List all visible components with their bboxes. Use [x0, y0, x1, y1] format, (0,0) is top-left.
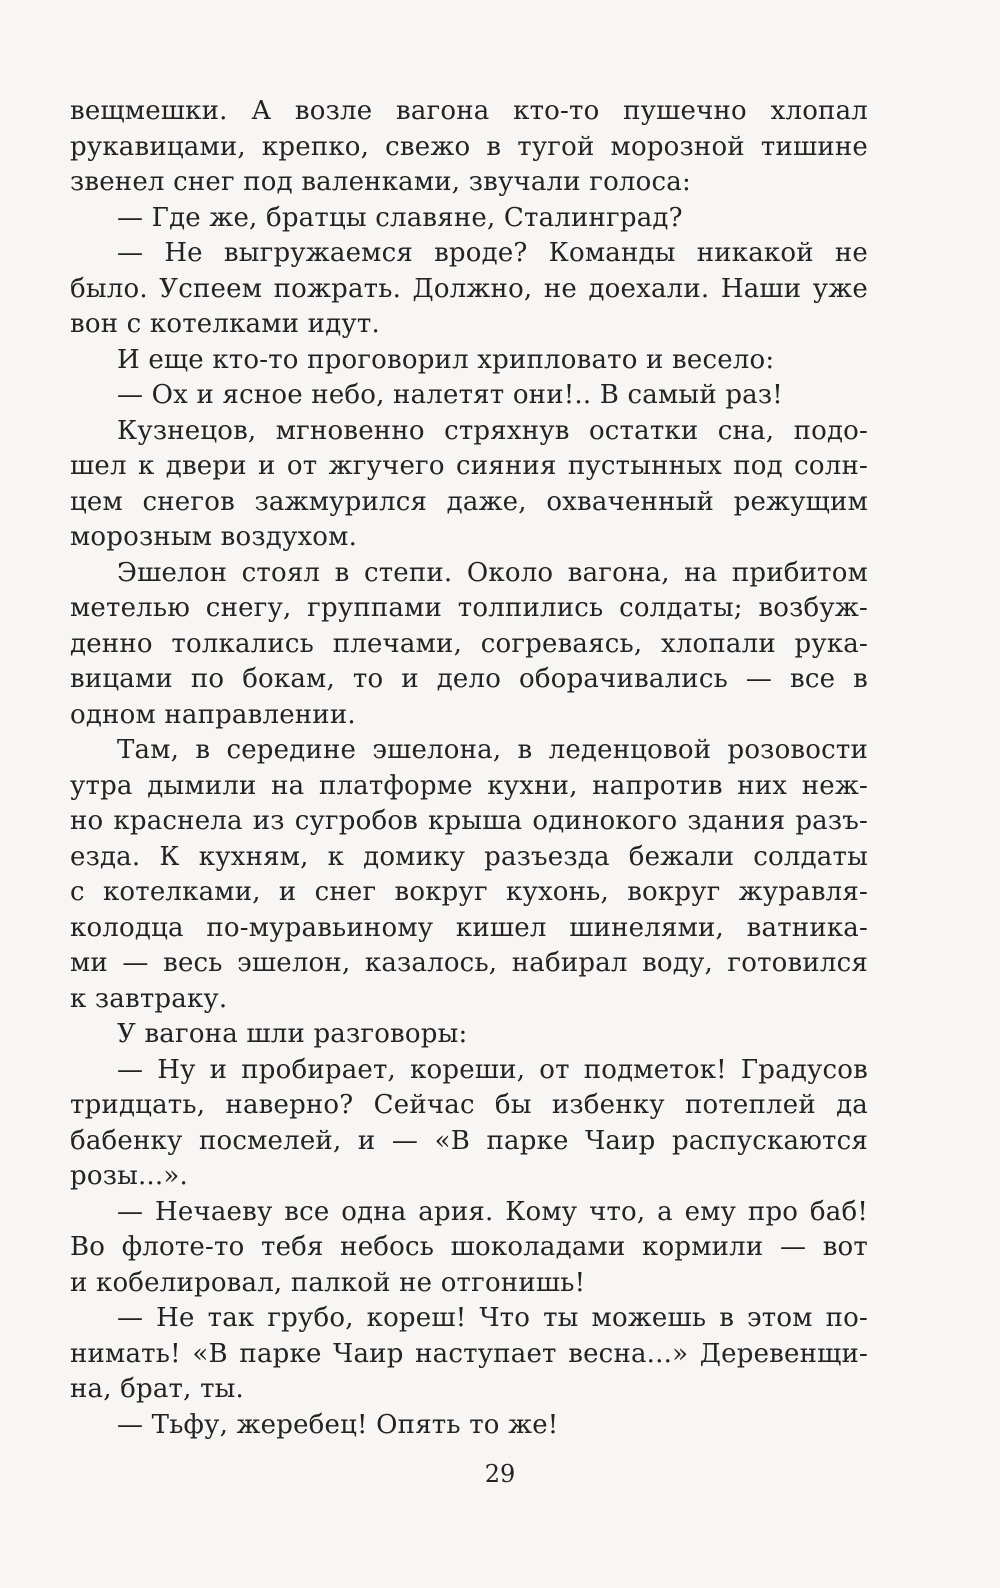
- text-line: было. Успеем пожрать. Должно, не доехали. Наши уже: [70, 273, 868, 304]
- text-line: бабенку посмелей, и — «В парке Чаир распускаются: [70, 1125, 868, 1156]
- text-line: вицами по бокам, то и дело оборачивались — все в: [70, 664, 868, 694]
- text-line: — Тьфу, жеребец! Опять то же!: [117, 1409, 559, 1440]
- text-line: морозным воздухом.: [70, 522, 358, 552]
- text-line: звенел снег под валенками, звучали голоса:: [70, 167, 691, 197]
- text-line: к завтраку.: [70, 983, 228, 1014]
- text-line: рукавицами, крепко, свежо в тугой морозной тишине: [70, 131, 868, 162]
- text-line: тридцать, наверно? Сейчас бы избенку потеплей да: [70, 1090, 868, 1120]
- text-line: Во флоте-то тебя небось шоколадами кормили — вот: [70, 1232, 868, 1262]
- text-line: — Ох и ясное небо, налетят они!.. В самый раз!: [117, 380, 783, 410]
- text-line: — Не так грубо, кореш! Что ты можешь в этом по-: [117, 1303, 868, 1333]
- text-line: — Нечаеву все одна ария. Кому что, а ему про баб!: [117, 1196, 868, 1227]
- text-line: колодца по-муравьиному кишел шинелями, ватника-: [70, 912, 868, 943]
- text-line: утра дымили на платформе кухни, напротив них неж-: [70, 770, 868, 801]
- text-line: И еще кто-то проговорил хрипловато и весело:: [117, 344, 775, 375]
- text-line: розы...».: [70, 1161, 188, 1191]
- text-line: ми — весь эшелон, казалось, набирал воду, готовился: [70, 948, 868, 978]
- text-line: метелью снегу, группами толпились солдаты; возбуж-: [70, 593, 868, 623]
- text-line: денно толкались плечами, согреваясь, хлопали рука-: [70, 628, 868, 659]
- text-line: У вагона шли разговоры:: [117, 1019, 468, 1049]
- text-line: — Где же, братцы славяне, Сталинград?: [117, 202, 683, 233]
- text-line: вон с котелками идут.: [70, 309, 380, 339]
- text-line: одном направлении.: [70, 699, 356, 730]
- text-line: Кузнецов, мгновенно стряхнув остатки сна, подо-: [117, 415, 868, 446]
- text-line: и кобелировал, палкой не отгонишь!: [70, 1267, 586, 1298]
- text-line: шел к двери и от жгучего сияния пустынных под солн-: [70, 451, 868, 481]
- text-line: — Не выгружаемся вроде? Команды никакой не: [117, 238, 868, 268]
- text-line: езда. К кухням, к домику разъезда бежали солдаты: [70, 841, 868, 872]
- text-line: нимать! «В парке Чаир наступает весна...» Деревенщи-: [70, 1338, 868, 1369]
- text-line: с котелками, и снег вокруг кухонь, вокруг журавля-: [70, 877, 868, 907]
- text-line: цем снегов зажмурился даже, охваченный режущим: [70, 486, 868, 517]
- text-line: на, брат, ты.: [70, 1374, 245, 1404]
- page-number: 29: [484, 1460, 516, 1488]
- text-line: — Ну и пробирает, кореши, от подметок! Градусов: [117, 1054, 868, 1085]
- body-text: [70, 94, 868, 1443]
- text-line: вещмешки. А возле вагона кто-то пушечно хлопал: [70, 96, 868, 126]
- text-line: Там, в середине эшелона, в леденцовой розовости: [117, 735, 868, 765]
- text-line: Эшелон стоял в степи. Около вагона, на прибитом: [117, 557, 868, 588]
- text-line: но краснела из сугробов крыша одинокого здания разъ-: [70, 806, 868, 836]
